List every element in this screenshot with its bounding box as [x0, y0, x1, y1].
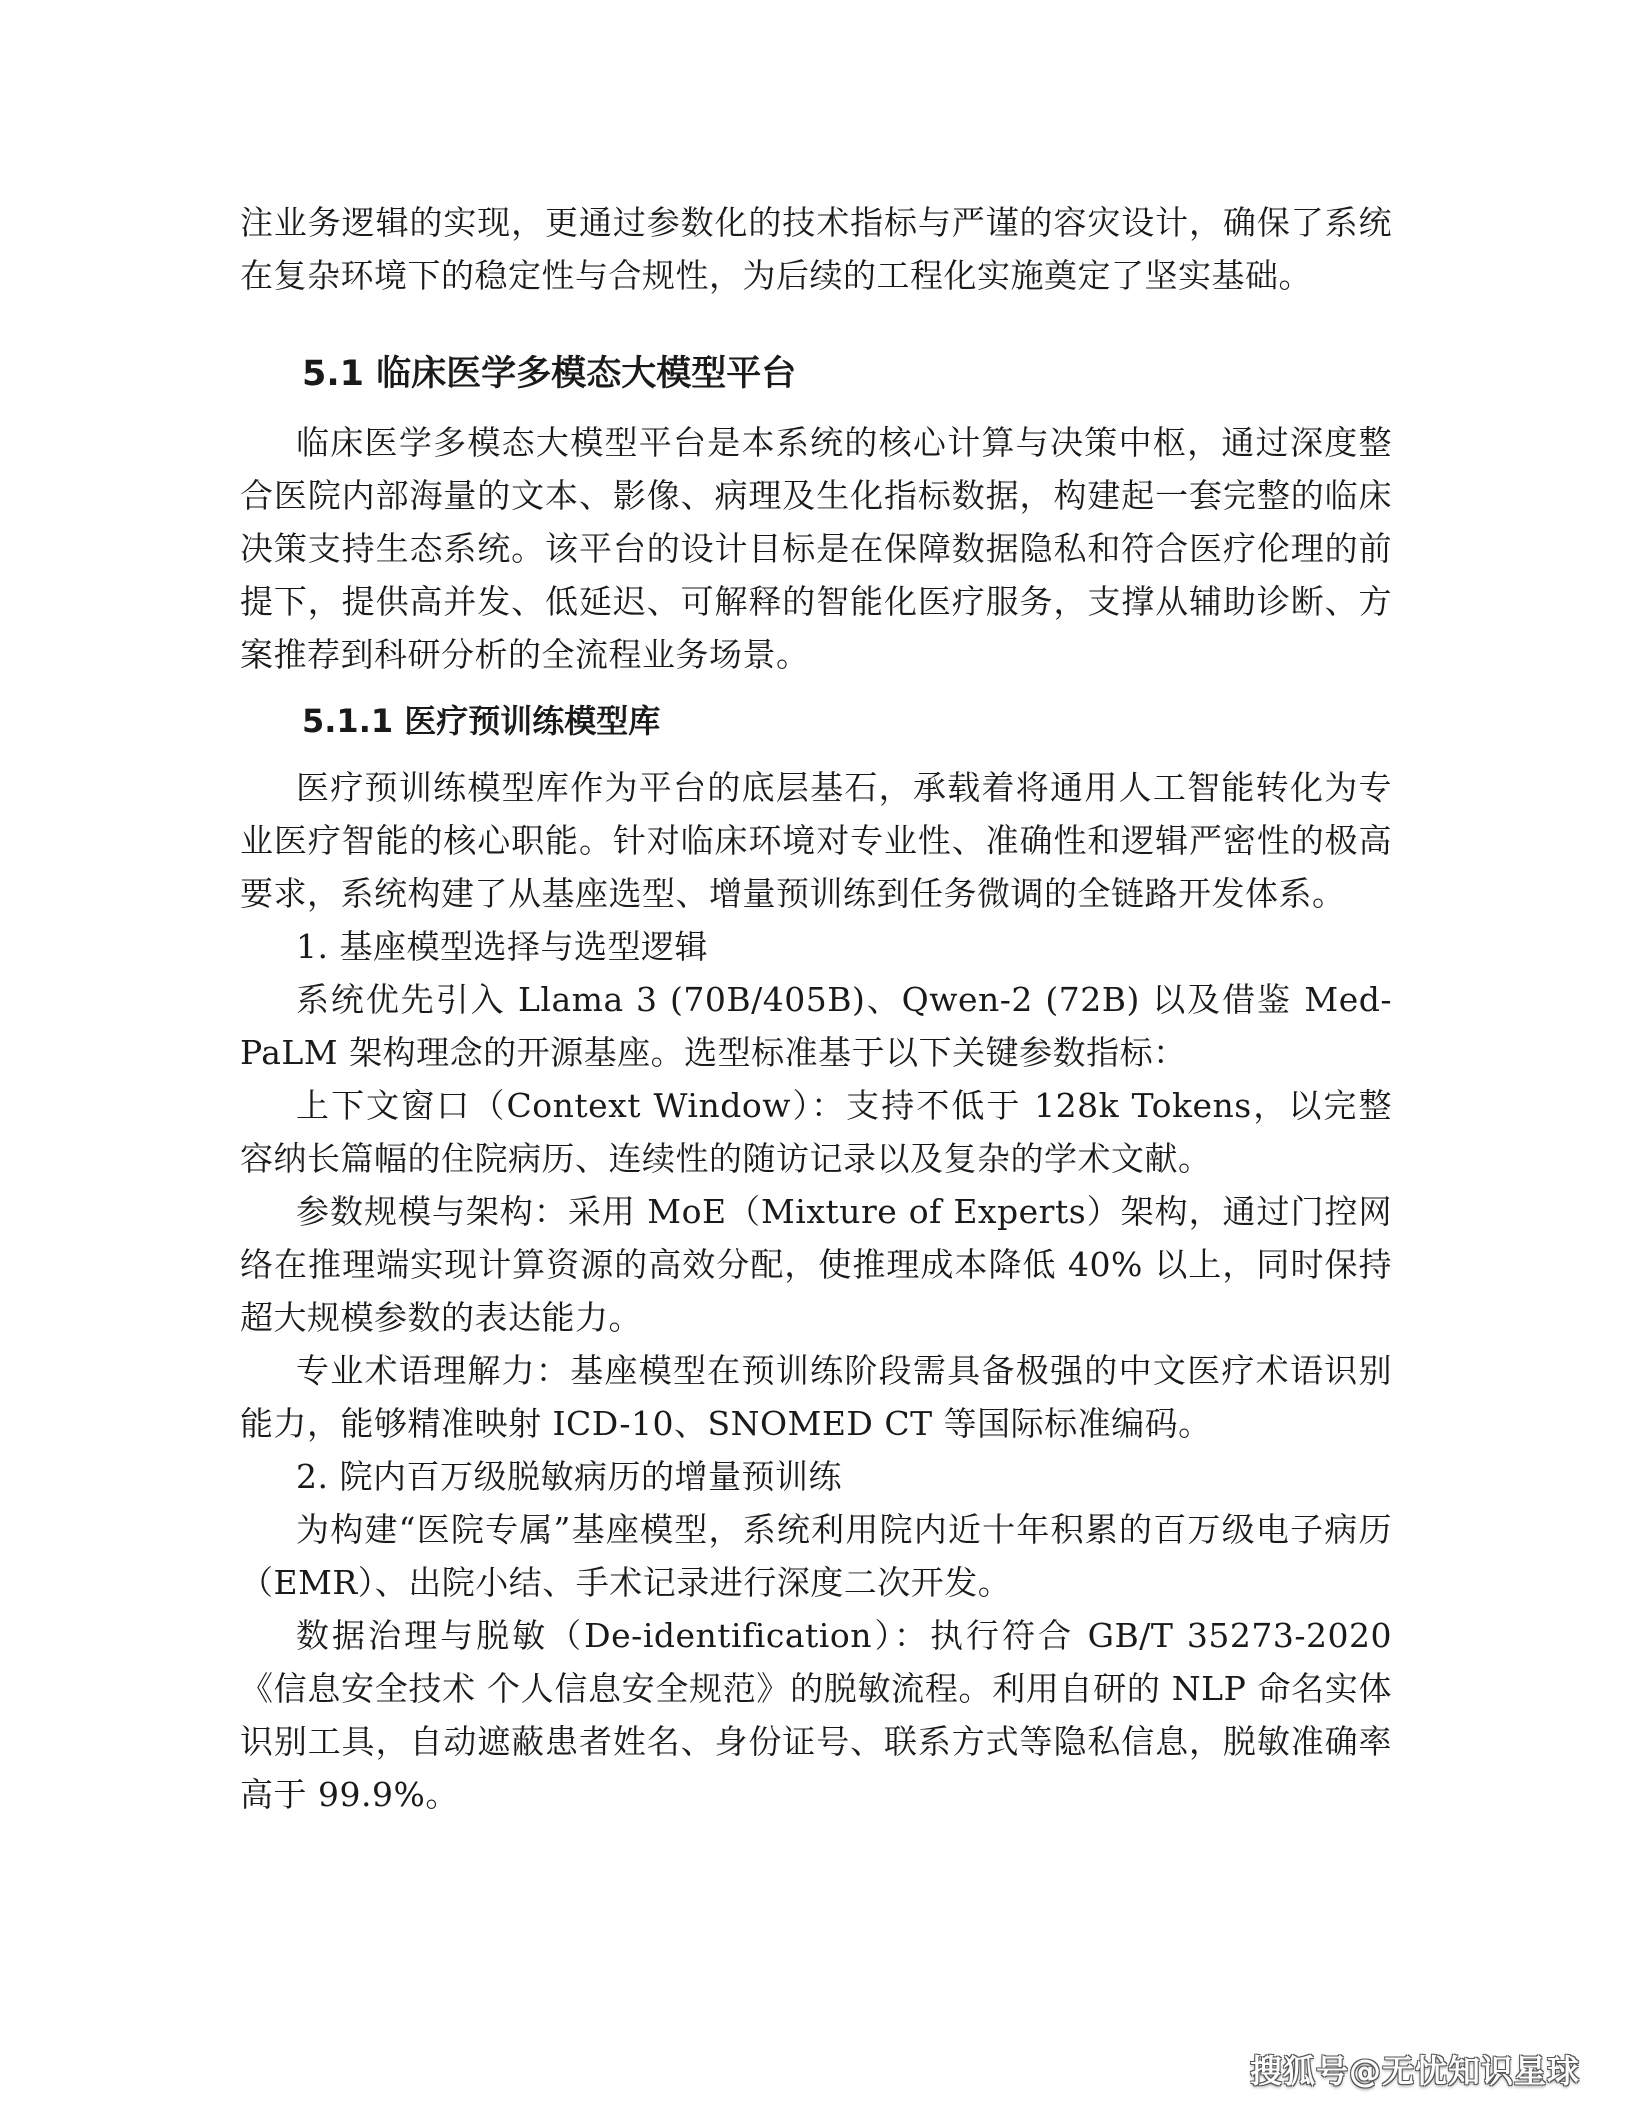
list-item-2-title: 2. 院内百万级脱敏病历的增量预训练 — [296, 1457, 842, 1496]
document-body — [240, 196, 1392, 1821]
item1-paragraph-moe: 参数规模与架构：采用 MoE（Mixture of Experts）架构，通过门控网络在推理端实现计算资源的高效分配，使推理成本降低 40% 以上，同时保持超大规模参数的表达能力。 — [240, 1192, 1392, 1337]
item1-paragraph-terminology: 专业术语理解力：基座模型在预训练阶段需具备极强的中文医疗术语识别能力，能够精准映射 ICD-10、SNOMED CT 等国际标准编码。 — [240, 1351, 1392, 1443]
list-item-1-title: 1. 基座模型选择与选型逻辑 — [296, 927, 708, 966]
section-5-1-1-paragraph: 医疗预训练模型库作为平台的底层基石，承载着将通用人工智能转化为专业医疗智能的核心职能。针对临床环境对专业性、准确性和逻辑严密性的极高要求，系统构建了从基座选型、增量预训练到任务微调的全链路开发体系。 — [240, 768, 1392, 913]
watermark-text: 搜狐号@无忧知识星球 — [1249, 2052, 1580, 2090]
section-heading-5-1-1: 5.1.1 医疗预训练模型库 — [302, 702, 661, 740]
section-heading-5-1: 5.1 临床医学多模态大模型平台 — [302, 354, 797, 394]
item1-paragraph-models: 系统优先引入 Llama 3 (70B/405B)、Qwen-2 (72B) 以及借鉴 Med-PaLM 架构理念的开源基座。选型标准基于以下关键参数指标： — [240, 980, 1392, 1072]
section-5-1-paragraph: 临床医学多模态大模型平台是本系统的核心计算与决策中枢，通过深度整合医院内部海量的文本、影像、病理及生化指标数据，构建起一套完整的临床决策支持生态系统。该平台的设计目标是在保障数据隐私和符合医疗伦理的前提下，提供高并发、低延迟、可解释的智能化医疗服务，支撑从辅助诊断、方案推荐到科研分析的全流程业务场景。 — [240, 423, 1392, 674]
spacer — [240, 302, 1392, 344]
item2-paragraph-emr: 为构建“医院专属”基座模型，系统利用院内近十年积累的百万级电子病历（EMR）、出院小结、手术记录进行深度二次开发。 — [240, 1510, 1392, 1602]
intro-paragraph: 注业务逻辑的实现，更通过参数化的技术指标与严谨的容灾设计，确保了系统在复杂环境下的稳定性与合规性，为后续的工程化实施奠定了坚实基础。 — [240, 203, 1392, 295]
item2-paragraph-deidentification: 数据治理与脱敏（De-identification）：执行符合 GB/T 35273-2020《信息安全技术 个人信息安全规范》的脱敏流程。利用自研的 NLP 命名实体识别工具，自动遮蔽患者姓名、身份证号、联系方式等隐私信息，脱敏准确率高于 99.9%。 — [240, 1616, 1392, 1814]
item1-paragraph-context-window: 上下文窗口（Context Window）：支持不低于 128k Tokens，以完整容纳长篇幅的住院病历、连续性的随访记录以及复杂的学术文献。 — [240, 1086, 1392, 1178]
